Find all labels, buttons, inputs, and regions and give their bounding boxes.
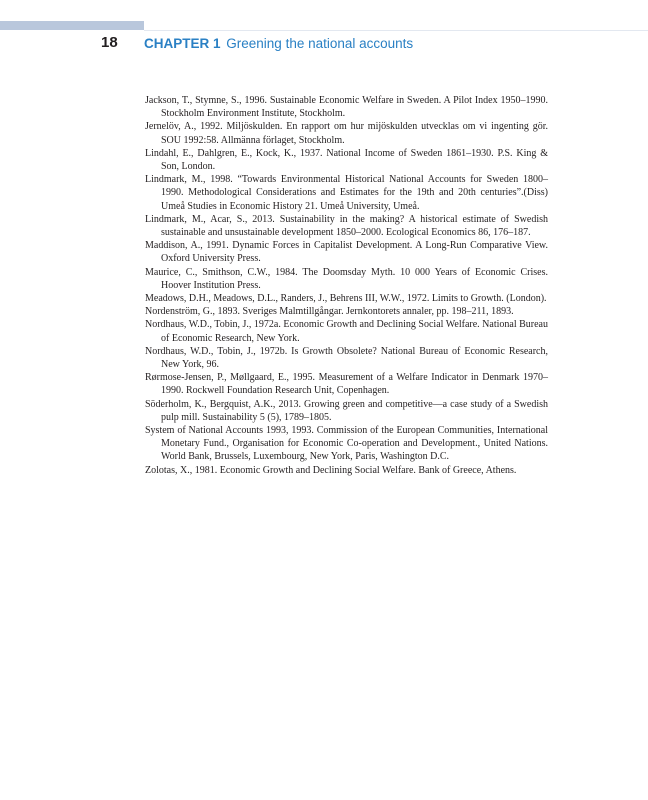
chapter-title: Greening the national accounts (226, 36, 414, 51)
reference-list (145, 94, 548, 477)
reference-item: Nordenström, G., 1893. Sveriges Malmtillgångar. Jernkontorets annaler, pp. 198–211, 1893. (145, 306, 514, 318)
reference-item: Nordhaus, W.D., Tobin, J., 1972b. Is Growth Obsolete? National Bureau of Economic Research, New York, 96. (145, 345, 548, 371)
reference-item: Söderholm, K., Bergquist, A.K., 2013. Growing green and competitive—a case study of a Swedish pulp mill. Sustainability 5 (5), 1789–1805. (145, 398, 548, 423)
reference-item: System of National Accounts 1993, 1993. Commission of the European Communities, International Monetary Fund., Organisation for Economic Co-operation and Development., United Nations. World Bank, Brussels, Luxembourg, New York, Paris, Washington D.C. (145, 425, 548, 463)
header-rule (144, 30, 648, 31)
page-number: 18 (101, 34, 118, 51)
reference-item: Maddison, A., 1991. Dynamic Forces in Capitalist Development. A Long-Run Comparative View. Oxford University Press. (145, 240, 548, 265)
running-head (144, 35, 413, 53)
reference-item: Lindmark, M., 1998. “Towards Environmental Historical National Accounts for Sweden 1800–1990. Methodological Considerations and Estimates for the 19th and 20th centuries”.(Diss) Umeå Studies in Economic History 21. Umeå University, Umeå. (145, 174, 548, 212)
reference-item: Nordhaus, W.D., Tobin, J., 1972a. Economic Growth and Declining Social Welfare. National Bureau of Economic Research, New York. (145, 319, 548, 344)
reference-item: Lindahl, E., Dahlgren, E., Kock, K., 1937. National Income of Sweden 1861–1930. P.S. King & Son, London. (145, 147, 548, 173)
reference-item: Lindmark, M., Acar, S., 2013. Sustainability in the making? A historical estimate of Swedish sustainable and unsustainable development 1850–2000. Ecological Economics 86, 176–187. (145, 213, 548, 239)
reference-item: Meadows, D.H., Meadows, D.L., Randers, J., Behrens III, W.W., 1972. Limits to Growth. (London). (145, 293, 547, 305)
header-accent-bar (0, 21, 144, 30)
reference-item: Zolotas, X., 1981. Economic Growth and Declining Social Welfare. Bank of Greece, Athens. (145, 464, 517, 476)
reference-item: Jernelöv, A., 1992. Miljöskulden. En rapport om hur mijöskulden utvecklas om vi ingenting gör. SOU 1992:58. Allmänna förlaget, Stockholm. (145, 121, 548, 146)
reference-item: Jackson, T., Stymne, S., 1996. Sustainable Economic Welfare in Sweden. A Pilot Index 1950–1990. Stockholm Environment Institute, Stockholm. (145, 95, 548, 120)
running-header (0, 34, 648, 54)
reference-item: Maurice, C., Smithson, C.W., 1984. The Doomsday Myth. 10 000 Years of Economic Crises. Hoover Institution Press. (145, 266, 548, 291)
reference-item: Rørmose-Jensen, P., Møllgaard, E., 1995. Measurement of a Welfare Indicator in Denmark 1970–1990. Rockwell Foundation Research Unit, Copenhagen. (145, 372, 548, 397)
chapter-label: CHAPTER 1 (144, 36, 221, 51)
